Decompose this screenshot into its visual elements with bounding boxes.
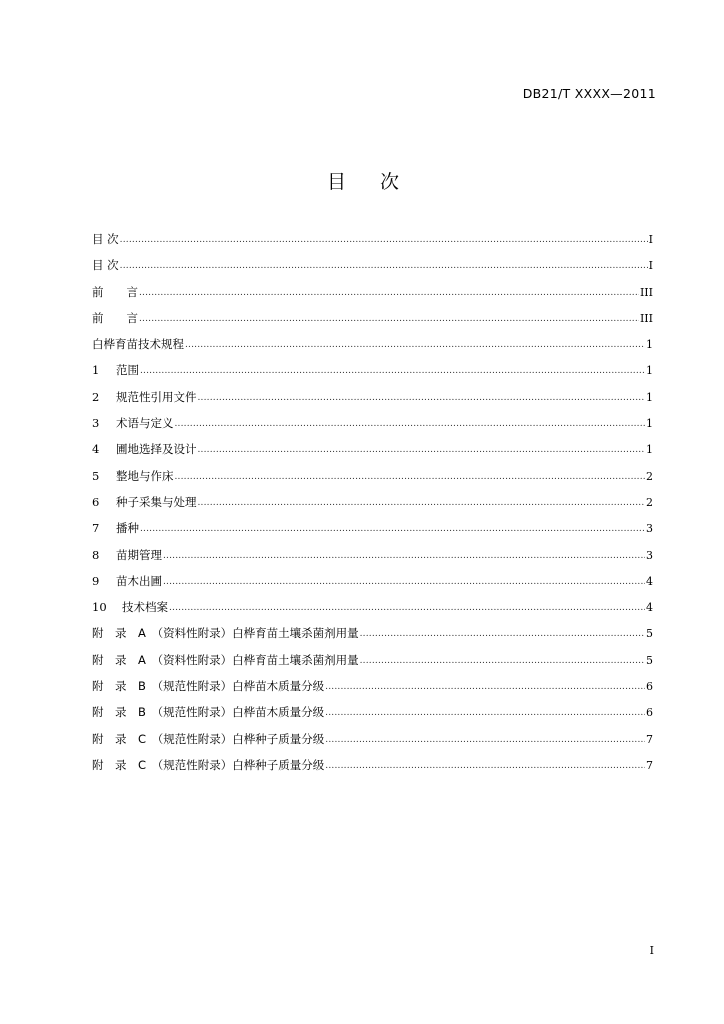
toc-entry-number: 9 [92, 573, 100, 588]
toc-entry[interactable] [92, 284, 653, 310]
toc-entry-text: 目 次 [92, 232, 119, 246]
toc-entry-page: 6 [646, 706, 653, 720]
toc-entry-text: 前 言 [92, 284, 138, 299]
toc-entry[interactable] [92, 389, 653, 415]
toc-entry-text: 苗期管理 [116, 547, 162, 562]
toc-entry[interactable] [92, 362, 653, 388]
toc-leader-dots [169, 603, 645, 613]
toc-entry-text: 前 言 [92, 310, 138, 325]
toc-leader-dots [198, 498, 646, 508]
toc-leader-dots [163, 551, 645, 561]
toc-entry-page: 6 [646, 680, 653, 694]
toc-entry-text: 播种 [116, 521, 139, 536]
toc-entry-text: 规范性引用文件 [116, 389, 197, 404]
toc-leader-dots [163, 577, 645, 587]
toc-entry-page: 1 [646, 364, 653, 378]
toc-leader-dots [120, 261, 648, 271]
toc-entry-text: 整地与作床 [116, 468, 174, 483]
toc-entry-page: 3 [646, 548, 653, 562]
toc-entry-page: I [648, 259, 653, 273]
toc-entry-page: I [648, 233, 653, 246]
toc-entry-text: 白桦育苗技术规程 [92, 337, 184, 352]
toc-entry-text: 附 录 C （规范性附录）白桦种子质量分级 [92, 757, 325, 772]
toc-entry[interactable] [92, 731, 653, 757]
toc-entry-page: 4 [646, 574, 653, 588]
toc-entry-page: 2 [646, 495, 653, 509]
toc-entry-text: 技术档案 [122, 600, 168, 615]
toc-entry[interactable] [92, 520, 653, 546]
toc-leader-dots [140, 366, 645, 376]
toc-entry-page: 1 [646, 443, 653, 457]
toc-entry[interactable] [92, 678, 653, 704]
toc-entry[interactable] [92, 652, 653, 678]
toc-entry-page: 2 [646, 469, 653, 483]
toc-entry-text: 附 录 B （规范性附录）白桦苗木质量分级 [92, 679, 325, 694]
toc-entry-number: 1 [92, 363, 100, 378]
page-number: I [649, 944, 654, 957]
toc-entry[interactable] [92, 468, 653, 494]
document-code: DB21/T XXXX—2011 [522, 86, 656, 101]
toc-entry-number: 8 [92, 547, 100, 562]
toc-leader-dots [325, 761, 645, 771]
toc-leader-dots [325, 708, 645, 718]
toc-entry[interactable] [92, 231, 653, 257]
toc-entry-text: 术语与定义 [116, 416, 174, 431]
toc-entry-text: 附 录 A （资料性附录）白桦育苗土壤杀菌剂用量 [92, 626, 359, 641]
toc-leader-dots [360, 629, 645, 639]
toc-entry-page: III [639, 285, 653, 299]
toc-leader-dots [139, 288, 639, 298]
toc-entry-page: 1 [646, 417, 653, 431]
toc-entry-number: 6 [92, 494, 100, 509]
toc-entry-page: 1 [646, 390, 653, 404]
toc-entry-number: 10 [92, 600, 107, 615]
toc-leader-dots [325, 735, 645, 745]
toc-entry-text: 附 录 B （规范性附录）白桦苗木质量分级 [92, 705, 325, 720]
toc-entry[interactable] [92, 310, 653, 336]
toc-leader-dots [198, 393, 646, 403]
toc-entry-text: 种子采集与处理 [116, 494, 197, 509]
toc-entry[interactable] [92, 441, 653, 467]
toc-leader-dots [175, 472, 646, 482]
toc-leader-dots [198, 445, 646, 455]
toc-entry-text: 圃地选择及设计 [116, 442, 197, 457]
toc-leader-dots [325, 682, 645, 692]
toc-entry-text: 范围 [116, 363, 139, 378]
toc-entry-page: 5 [646, 627, 653, 641]
toc-entry-text: 附 录 A （资料性附录）白桦育苗土壤杀菌剂用量 [92, 652, 359, 667]
toc-entry-page: 4 [646, 601, 653, 615]
toc-entry[interactable] [92, 599, 653, 625]
table-of-contents [92, 231, 653, 783]
toc-entry-number: 7 [92, 521, 100, 536]
toc-entry-page: III [639, 311, 653, 325]
toc-entry-page: 1 [646, 338, 653, 352]
toc-entry[interactable] [92, 757, 653, 783]
toc-entry[interactable] [92, 573, 653, 599]
toc-entry[interactable] [92, 547, 653, 573]
toc-entry-text: 苗木出圃 [116, 573, 162, 588]
toc-entry-number: 4 [92, 442, 100, 457]
toc-entry[interactable] [92, 625, 653, 651]
toc-entry-page: 7 [646, 732, 653, 746]
toc-entry-text: 目 次 [92, 258, 119, 273]
toc-entry-number: 3 [92, 416, 100, 431]
toc-entry[interactable] [92, 494, 653, 520]
toc-leader-dots [140, 524, 645, 534]
toc-leader-dots [120, 235, 648, 245]
toc-entry-page: 7 [646, 758, 653, 772]
toc-entry-page: 5 [646, 653, 653, 667]
toc-leader-dots [185, 340, 645, 350]
toc-entry-text: 附 录 C （规范性附录）白桦种子质量分级 [92, 731, 325, 746]
toc-entry[interactable] [92, 257, 653, 283]
toc-leader-dots [175, 419, 646, 429]
toc-title: 目 次 [326, 171, 414, 193]
toc-entry[interactable] [92, 704, 653, 730]
toc-entry-page: 3 [646, 522, 653, 536]
toc-entry[interactable] [92, 415, 653, 441]
toc-entry-number: 2 [92, 389, 100, 404]
toc-leader-dots [360, 656, 645, 666]
toc-entry[interactable] [92, 336, 653, 362]
toc-entry-number: 5 [92, 468, 100, 483]
toc-leader-dots [139, 314, 639, 324]
